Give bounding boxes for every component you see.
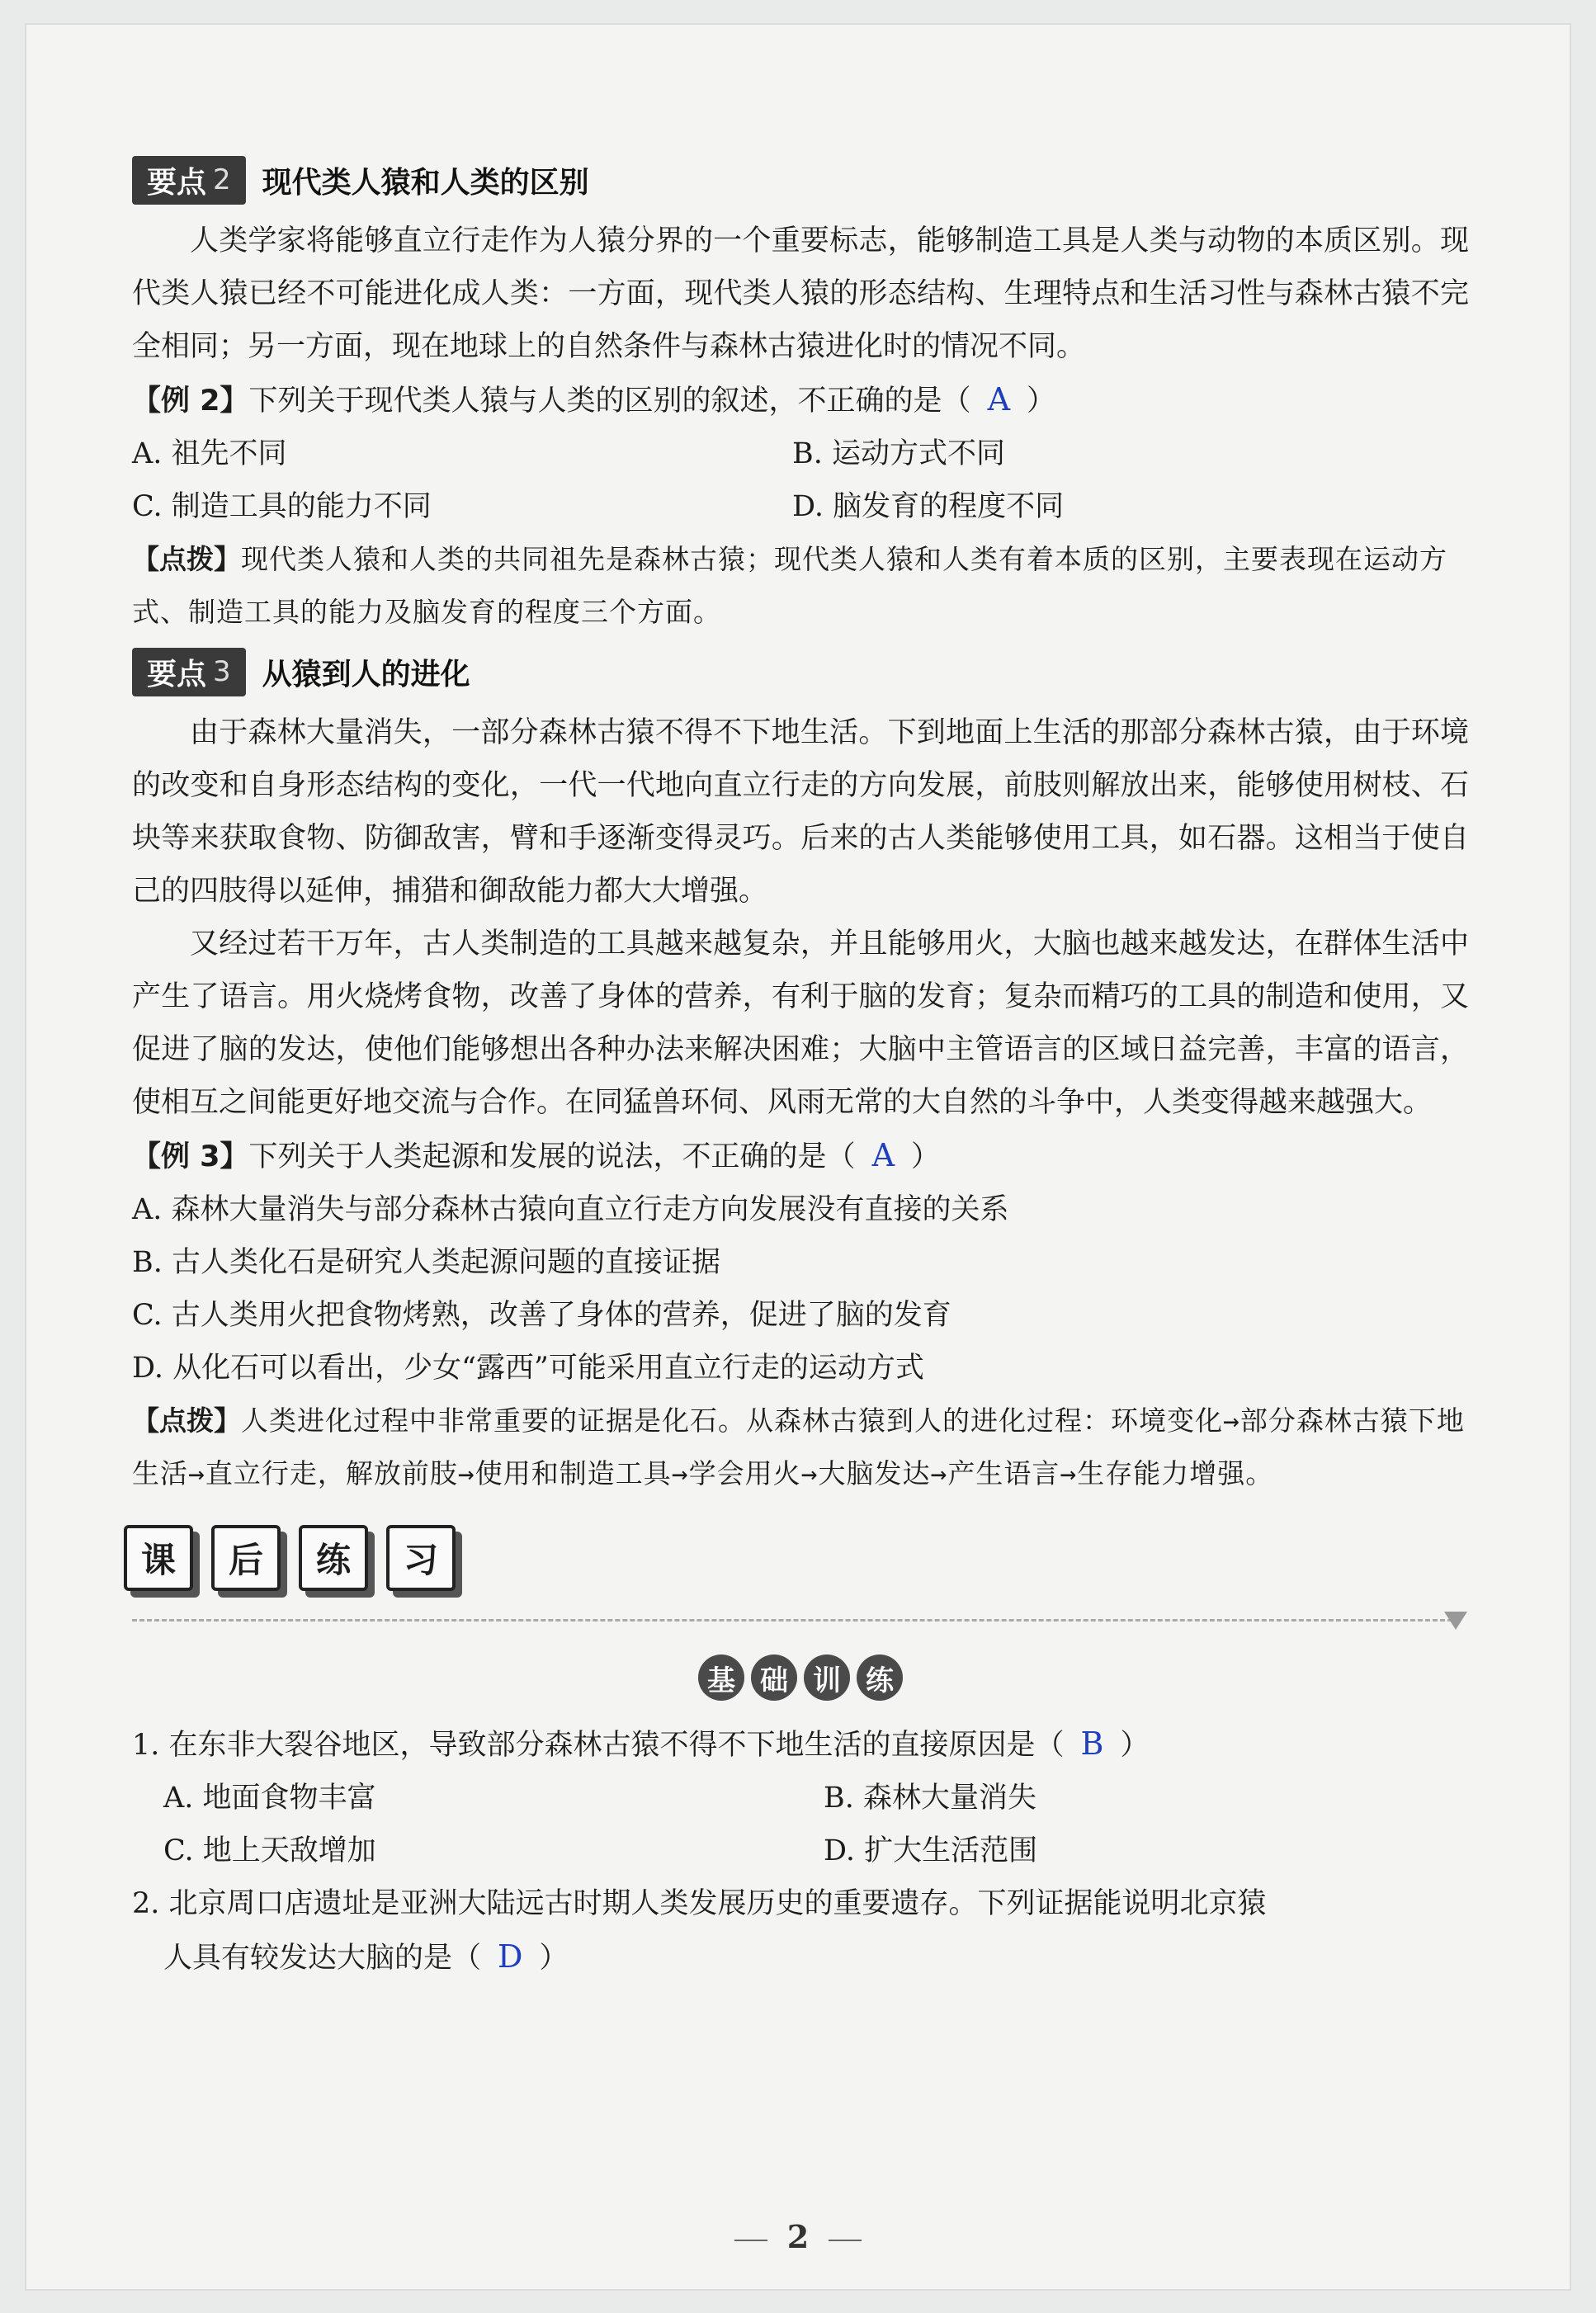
- key-point-number: 3: [213, 655, 231, 688]
- example-2-question: [132, 373, 1469, 427]
- banner-char: 习: [386, 1525, 456, 1591]
- option: A. 地面食物丰富: [163, 1782, 376, 1815]
- option: D. 扩大生活范围: [824, 1834, 1038, 1867]
- paren-close: ）: [539, 1942, 569, 1975]
- page-number-text: 2: [786, 2218, 810, 2255]
- key-point-title: 从猿到人的进化: [262, 657, 470, 692]
- paren-close: ）: [1120, 1729, 1150, 1762]
- option: D. 从化石可以看出，少女“露西”可能采用直立行走的运动方式: [132, 1352, 924, 1385]
- answer-mark: D: [498, 1938, 523, 1975]
- example-question-text: 下列关于人类起源和发展的说法，不正确的是（: [248, 1140, 856, 1173]
- key-point-badge: [132, 648, 246, 696]
- key-point-3-header: [132, 647, 1469, 696]
- answer-mark: B: [1080, 1725, 1104, 1762]
- key-point-3-paragraph-1: 由于森林大量消失，一部分森林古猿不得不下地生活。下到地面上生活的那部分森林古猿，由于环境的改变和自身形态结构的变化，一代一代地向直立行走的方向发展，前肢则解放出来，能够使用树枝、石块等来获取食物、防御敌害，臂和手逐渐变得灵巧。后来的古人类能够使用工具，如石器。这相当于使自己的四肢得以延伸，捕猎和御敌能力都大大增强。: [132, 716, 1469, 908]
- triangle-down-icon: [1444, 1612, 1467, 1630]
- heading-char: 基: [698, 1655, 744, 1701]
- banner-char: 练: [299, 1525, 368, 1591]
- answer-mark: A: [987, 381, 1011, 418]
- heading-char: 练: [857, 1655, 903, 1701]
- dash-right: [829, 2240, 862, 2241]
- example-tag: 【例 2】: [132, 385, 249, 418]
- option: C. 古人类用火把食物烤熟，改善了身体的营养，促进了脑的发育: [132, 1299, 951, 1332]
- answer-mark: A: [871, 1137, 895, 1173]
- option: D. 脑发育的程度不同: [792, 490, 1065, 523]
- question-2-continued: [132, 1930, 1469, 1985]
- example-3-question: [132, 1129, 1469, 1183]
- question-text: 人具有较发达大脑的是（: [163, 1942, 482, 1975]
- key-point-title: 现代类人猿和人类的区别: [262, 165, 589, 200]
- page-number: [25, 2218, 1571, 2255]
- page: [25, 23, 1571, 2291]
- tip-tag: 【点拨】: [132, 543, 241, 575]
- option: A. 森林大量消失与部分森林古猿向直立行走方向发展没有直接的关系: [132, 1193, 1009, 1226]
- example-2-options: [132, 427, 1469, 533]
- tip-tag: 【点拨】: [132, 1404, 241, 1437]
- content: [132, 155, 1469, 1985]
- question-2: 2. 北京周口店遗址是亚洲大陆远古时期人类发展历史的重要遗存。下列证据能说明北京猿: [132, 1887, 1267, 1920]
- section-divider: [132, 1619, 1452, 1621]
- key-point-3-paragraph-2: 又经过若干万年，古人类制造的工具越来越复杂，并且能够用火，大脑也越来越发达，在群体生活中产生了语言。用火烧烤食物，改善了身体的营养，有利于脑的发育；复杂而精巧的工具的制造和使用，又促进了脑的发达，使他们能够想出各种办法来解决困难；大脑中主管语言的区域日益完善，丰富的语言，使相互之间能更好地交流与合作。在同猛兽环伺、风雨无常的大自然的斗争中，人类变得越来越强大。: [132, 928, 1469, 1119]
- option: B. 运动方式不同: [792, 437, 1005, 470]
- banner-char: 后: [211, 1525, 281, 1591]
- key-point-number: 2: [213, 163, 231, 196]
- paren-close: ）: [1027, 385, 1056, 418]
- option: C. 地上天敌增加: [163, 1834, 376, 1867]
- example-tag: 【例 3】: [132, 1140, 249, 1173]
- tip-text: 现代类人猿和人类的共同祖先是森林古猿；现代类人猿和人类有着本质的区别，主要表现在运动方式、制造工具的能力及脑发育的程度三个方面。: [132, 543, 1447, 628]
- dash-left: [734, 2240, 767, 2241]
- option: B. 古人类化石是研究人类起源问题的直接证据: [132, 1246, 720, 1279]
- example-2-tip: [132, 533, 1469, 639]
- after-class-practice-banner: [124, 1525, 1469, 1591]
- key-point-label: 要点: [147, 657, 207, 692]
- banner-char: 课: [124, 1525, 193, 1591]
- key-point-label: 要点: [147, 165, 207, 200]
- question-1: [132, 1717, 1469, 1772]
- question-1-options: [132, 1772, 1469, 1877]
- option: A. 祖先不同: [132, 437, 287, 470]
- tip-text: 人类进化过程中非常重要的证据是化石。从森林古猿到人的进化过程：环境变化→部分森林古猿下地生活→直立行走，解放前肢→使用和制造工具→学会用火→大脑发达→产生语言→生存能力增强。: [132, 1404, 1465, 1489]
- key-point-2-header: [132, 155, 1469, 205]
- heading-char: 础: [751, 1655, 797, 1701]
- example-question-text: 下列关于现代类人猿与人类的区别的叙述，不正确的是（: [248, 385, 971, 418]
- example-3-tip: [132, 1395, 1469, 1500]
- paren-close: ）: [911, 1140, 941, 1173]
- heading-char: 训: [804, 1655, 850, 1701]
- key-point-2-paragraph: 人类学家将能够直立行走作为人猿分界的一个重要标志，能够制造工具是人类与动物的本质区别。现代类人猿已经不可能进化成人类：一方面，现代类人猿的形态结构、生理特点和生活习性与森林古猿不完全相同；另一方面，现在地球上的自然条件与森林古猿进化时的情况不同。: [132, 224, 1469, 363]
- basic-training-heading: [132, 1655, 1469, 1701]
- key-point-badge: [132, 156, 246, 205]
- option: B. 森林大量消失: [824, 1782, 1036, 1815]
- option: C. 制造工具的能力不同: [132, 490, 432, 523]
- question-text: 1. 在东非大裂谷地区，导致部分森林古猿不得不下地生活的直接原因是（: [132, 1729, 1065, 1762]
